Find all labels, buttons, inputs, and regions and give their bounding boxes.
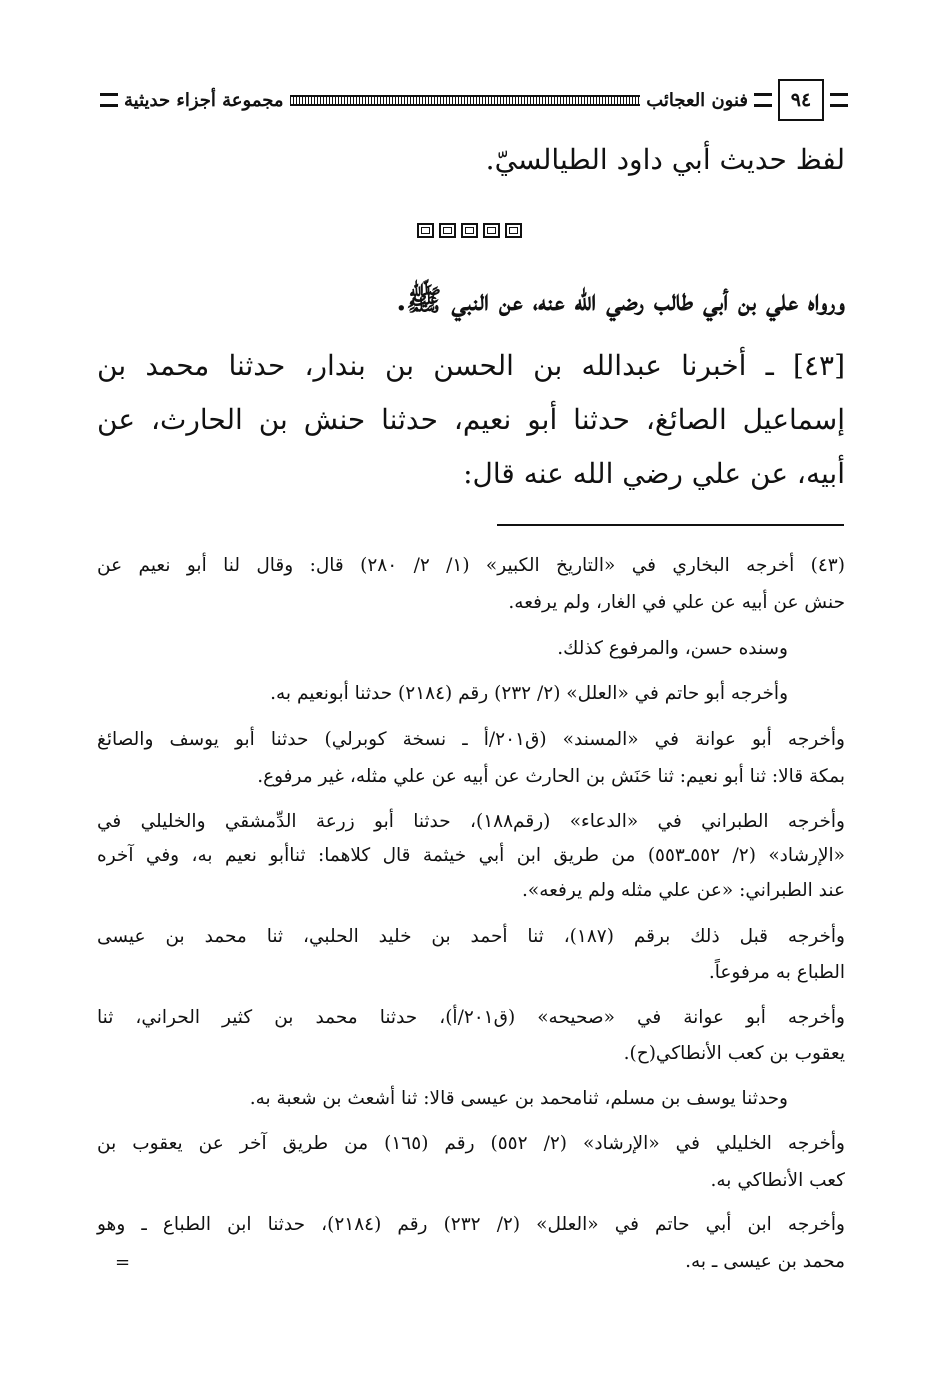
header-dash-left: [100, 93, 118, 107]
ornament-box-icon: [417, 223, 434, 238]
header-dash-right: [830, 93, 848, 107]
ornament-box-icon: [439, 223, 456, 238]
continuation-mark: =: [115, 1252, 131, 1273]
footnote-line: يعقوب بن كعب الأنطاكي(ح).: [623, 1043, 845, 1064]
book-title: فنون العجائب: [646, 89, 748, 111]
intro-line: لفظ حديث أبي داود الطيالسيّ.: [485, 143, 845, 176]
footnote-separator: [497, 524, 844, 526]
footnote-line: وأخرجه أبو عوانة في «المسند» (ق٢٠١/أ ـ نسخة كوبرلي) حدثنا أبو يوسف والصائغ: [97, 729, 845, 750]
section-heading: ورواه علي بن أبي طالب رضي الله عنه، عن النبي ﷺ.: [396, 283, 845, 317]
ornament-box-icon: [461, 223, 478, 238]
footnote-line: الطباع به مرفوعاً.: [708, 962, 845, 983]
ornament-box-icon: [483, 223, 500, 238]
footnote-line: وحدثنا يوسف بن مسلم، ثنامحمد بن عيسى قالا: ثنا أشعث بن شعبة به.: [249, 1088, 788, 1109]
footnote-line: وأخرجه الطبراني في «الدعاء» (رقم١٨٨)، حدثنا أبو زرعة الدِّمشقي والخليلي في: [97, 811, 845, 832]
footnote-line: وأخرجه قبل ذلك برقم (١٨٧)، ثنا أحمد بن خليد الحلبي، ثنا محمد بن عيسى: [97, 926, 845, 947]
footnote-line: كعب الأنطاكي به.: [710, 1170, 845, 1191]
hadith-line: إسماعيل الصائغ، حدثنا أبو نعيم، حدثنا حنش بن الحارث، عن: [97, 403, 845, 436]
footnote-line: «الإرشاد» (٢/ ٥٥٢ـ٥٥٣) من طريق ابن أبي خيثمة قال كلاهما: ثناأبو نعيم به، وفي آخره: [97, 845, 845, 866]
footnote-line: بمكة قالا: ثنا أبو نعيم: ثنا حَنَش بن الحارث عن أبيه عن علي مثله، غير مرفوع.: [257, 766, 845, 787]
series-title: مجموعة أجزاء حديثية: [124, 89, 284, 111]
hadith-line: أبيه، عن علي رضي الله عنه قال:: [463, 457, 845, 490]
footnote-line: وأخرجه أبو عوانة في «صحيحه» (ق٢٠١/أ)، حدثنا محمد بن كثير الحراني، ثنا: [97, 1007, 845, 1028]
footnote-line: وأخرجه أبو حاتم في «العلل» (٢/ ٢٣٢) رقم (٢١٨٤) حدثنا أبونعيم به.: [270, 683, 788, 704]
running-header: [100, 78, 848, 122]
footnote-line: (٤٣) أخرجه البخاري في «التاريخ الكبير» (١/ ٢/ ٢٨٠) قال: وقال لنا أبو نعيم عن: [97, 555, 845, 576]
footnote-line: وسنده حسن، والمرفوع كذلك.: [557, 638, 788, 659]
footnote-line: محمد بن عيسى ـ به.: [685, 1251, 845, 1272]
footnote-line: وأخرجه ابن أبي حاتم في «العلل» (٢/ ٢٣٢) رقم (٢١٨٤)، حدثنا ابن الطباع ـ وهو: [97, 1214, 845, 1235]
ornament-separator: [417, 223, 522, 238]
header-rule: [290, 95, 641, 106]
ornament-box-icon: [505, 223, 522, 238]
hadith-line: [٤٣] ـ أخبرنا عبدالله بن الحسن بن بندار، حدثنا محمد بن: [97, 349, 845, 382]
header-dash: [754, 93, 772, 107]
footnote-line: وأخرجه الخليلي في «الإرشاد» (٢/ ٥٥٢) رقم (١٦٥) من طريق آخر عن يعقوب بن: [97, 1133, 845, 1154]
footnote-line: عند الطبراني: «عن علي مثله ولم يرفعه».: [522, 880, 845, 901]
footnote-line: حنش عن أبيه عن علي في الغار، ولم يرفعه.: [508, 592, 845, 613]
page-number: ٩٤: [778, 79, 824, 121]
